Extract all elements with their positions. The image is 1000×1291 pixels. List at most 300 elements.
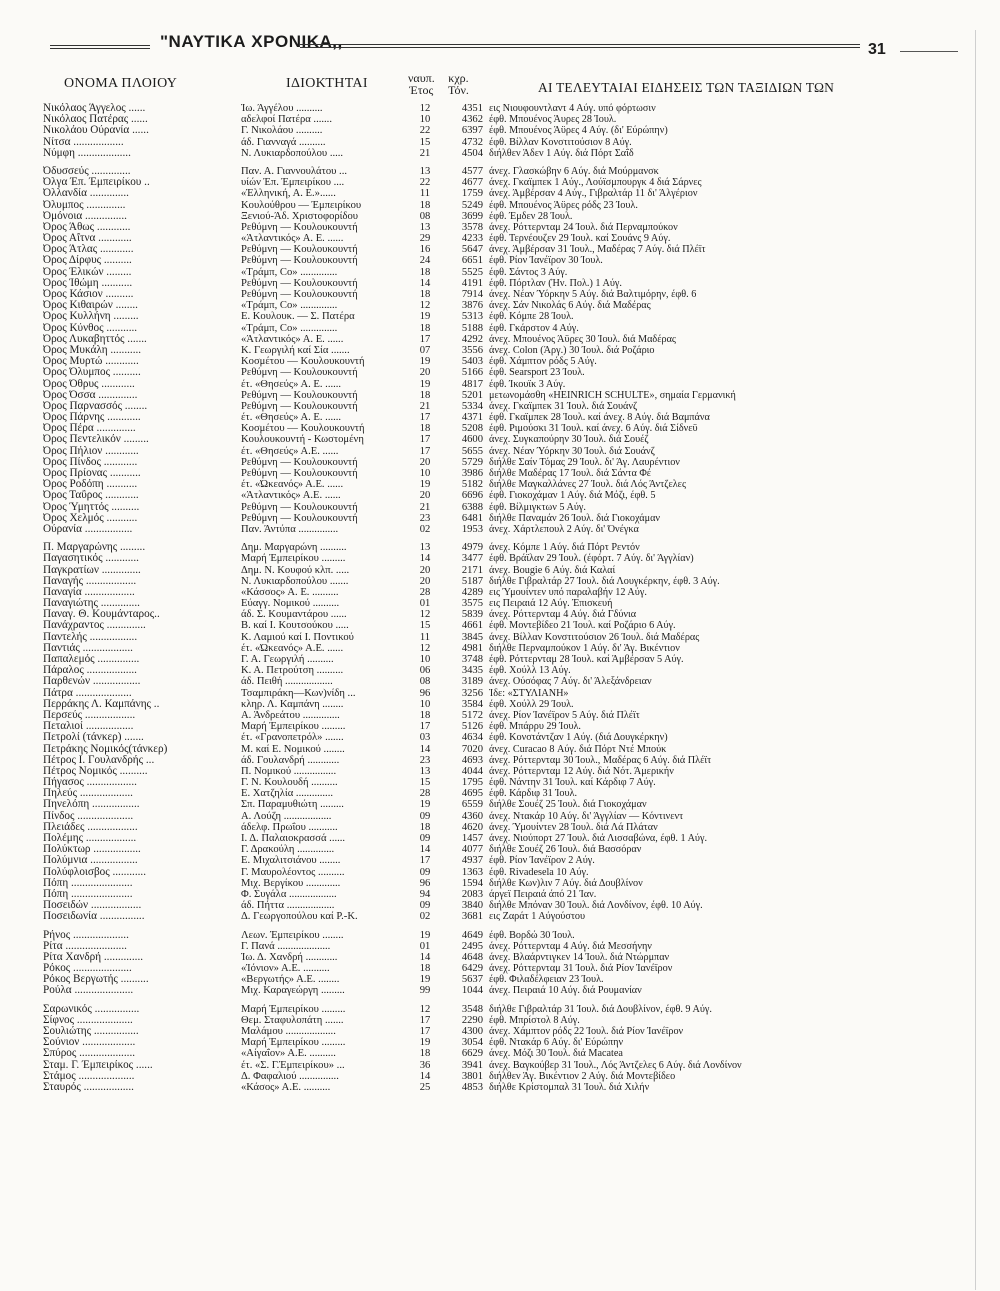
tonnage: 4937	[461, 855, 483, 867]
ship-name: Παναγιώτης ..............	[43, 598, 140, 610]
voyage-news: άνεχ. Ρόττερνταμ 4 Αύγ. διά Γδύνια	[489, 609, 637, 621]
owner-name: Ρεθύμνη — Κουλουκουντή	[241, 468, 358, 479]
build-year: 18	[419, 963, 431, 975]
voyage-news: άνεχ. Βαγκούβερ 31 Ίουλ., Λός Άντζελες 6 Αύγ. διά Λονδίνον	[489, 1059, 742, 1071]
voyage-news: άνεχ. Νέαν Ύόρκην 30 Ίουλ. διά Σουάνζ	[489, 445, 655, 457]
tonnage: 4233	[461, 233, 483, 245]
table-row	[43, 479, 943, 490]
table-row	[43, 889, 943, 900]
ship-name: Όδυσσεύς ..............	[43, 165, 131, 177]
voyage-news: διήλθε Γιβραλτάρ 27 Ίουλ. διά Λουγκέρκην, έφθ. 3 Αύγ.	[489, 575, 720, 587]
owner-name: «Άτλαντικός» Α. Ε. ......	[241, 233, 344, 245]
voyage-news: άνεχ. Ρόττερνταμ 31 Ίουλ. διά Ρίον Ίανέϊρον	[489, 963, 673, 975]
tonnage: 5249	[461, 199, 483, 211]
owner-name: «Κάσσος» Α. Ε. ..........	[241, 586, 339, 598]
table-row	[43, 289, 943, 300]
voyage-news: έφθ. Φιλαδέλφειαν 23 Ίουλ.	[489, 974, 604, 986]
voyage-news: άνεχ. Μόζι 30 Ίουλ. διά Macatea	[489, 1048, 623, 1060]
voyage-news: άνεχ. Συγκαπούρην 30 Ίουλ. διά Σουέζ	[489, 434, 649, 446]
page-number: 31	[868, 41, 886, 58]
build-year: 01	[419, 598, 431, 610]
tonnage: 5839	[461, 609, 483, 621]
table-row	[43, 941, 943, 952]
tonnage: 4853	[461, 1081, 483, 1093]
table-row	[43, 799, 943, 810]
ship-name: Πολύκτωρ .................	[43, 844, 141, 856]
owner-name: Κουλούθρου — Έμπειρίκου	[241, 199, 362, 211]
owner-name: αδελφοί Πατέρα .......	[241, 114, 332, 126]
ship-name: Παγκρατίων ..............	[43, 564, 141, 576]
table-row	[43, 356, 943, 367]
tonnage: 6559	[461, 799, 483, 811]
ship-name: Πόπη ......................	[43, 888, 133, 900]
owner-name: Γ. Ν. Κουλουδή ..........	[241, 777, 338, 789]
group-separator	[43, 535, 943, 542]
table-row	[43, 200, 943, 211]
column-header-build-year-bottom: Έτος	[409, 83, 434, 97]
owner-name: Ρεθύμνη — Κουλουκουντή	[241, 221, 358, 233]
owner-name: Ρεθύμνη — Κουλουκουντή	[241, 400, 358, 412]
ship-name: Όρος Όλυμπος ..........	[43, 367, 141, 379]
tonnage: 1795	[461, 777, 483, 789]
voyage-news: έφθ. Ίκουϊκ 3 Αύγ.	[489, 378, 566, 390]
tonnage: 4371	[461, 412, 483, 424]
tonnage: 4362	[461, 114, 483, 126]
table-row	[43, 1048, 943, 1059]
owner-name: «Βεργωτής» Α.Ε. ........	[241, 974, 340, 986]
ship-name: Όρος Κύνθος ...........	[43, 322, 138, 334]
ship-name: Σουλιώτης ................	[43, 1026, 139, 1037]
table-row	[43, 233, 943, 244]
ship-name: Όρος Όσσα ..............	[43, 389, 138, 401]
voyage-news: άργεϊ Πειραιά άπό 21 Ίαν.	[489, 888, 597, 900]
tonnage: 4677	[461, 177, 483, 189]
column-header-build-year	[408, 72, 435, 96]
tonnage: 3189	[461, 676, 483, 688]
owner-name: Παν. Άντύπα ...............	[241, 523, 339, 535]
build-year: 06	[419, 665, 431, 677]
tonnage: 3054	[461, 1037, 483, 1049]
ship-name: Περσεύς ..................	[43, 709, 136, 721]
build-year: 13	[419, 765, 431, 777]
ship-name: Σταμ. Γ. Έμπειρίκος ......	[43, 1059, 153, 1071]
voyage-news: άνεχ. Κόμπε 1 Αύγ. διά Πόρτ Ρεντόν	[489, 542, 640, 554]
build-year: 25	[419, 1081, 431, 1093]
voyage-news: άνεχ. Νέαν Ύόρκην 5 Αύγ. διά Βαλτιμόρην, έφθ. 6	[489, 289, 697, 300]
table-row	[43, 148, 943, 159]
owner-name: Γ. Πανά ....................	[241, 940, 331, 952]
table-row	[43, 732, 943, 743]
table-row	[43, 255, 943, 266]
table-row	[43, 468, 943, 479]
table-row	[43, 788, 943, 799]
build-year: 94	[419, 888, 431, 900]
tonnage: 1759	[461, 188, 483, 200]
owner-name: Φ. Συγάλα ..................	[241, 888, 337, 900]
build-year: 23	[419, 512, 431, 524]
tonnage: 4292	[461, 333, 483, 345]
owner-name: «Άτλαντικός» Α.Ε. ......	[241, 490, 341, 502]
owner-name: Ν. Λυκιαρδοπούλου .......	[241, 575, 349, 587]
table-row	[43, 278, 943, 289]
owner-name: άδ. Πειθή ..................	[241, 676, 333, 688]
voyage-news: έφθ. Μπρίστολ 8 Αύγ.	[489, 1014, 580, 1026]
table-row	[43, 244, 943, 255]
voyage-news: έφθ. Σάντος 3 Αύγ.	[489, 266, 568, 278]
owner-name: Γ. Μαυρολέοντος ..........	[241, 866, 345, 878]
build-year: 21	[419, 501, 431, 513]
tonnage: 5201	[461, 389, 483, 401]
tonnage: 6429	[461, 963, 483, 975]
ship-name: Όρος Πήλιον ............	[43, 445, 139, 457]
ship-name: Πολέμης ..................	[43, 833, 137, 844]
ship-name: Πανάχραντος ..............	[43, 620, 146, 632]
tonnage: 5647	[461, 244, 483, 256]
build-year: 02	[419, 523, 431, 535]
tonnage: 4360	[461, 810, 483, 822]
voyage-news: διήλθε Παναμάν 26 Ίουλ. διά Γιοκοχάμαν	[489, 512, 661, 524]
build-year: 17	[419, 434, 431, 446]
ship-name: Όρος Λυκαβηττός .......	[43, 333, 147, 345]
table-row	[43, 300, 943, 311]
owner-name: Δημ. Ν. Κουφού κλπ. .....	[241, 564, 350, 576]
ship-name: Όρος Άθως ............	[43, 221, 131, 233]
owner-name: «Ίόνιον» Α.Ε. ..........	[241, 963, 330, 975]
tonnage: 4077	[461, 844, 483, 856]
ship-name: Όμόνοια ...............	[43, 210, 127, 222]
ship-name: Όρος Πάρνης ............	[43, 412, 141, 424]
tonnage: 4649	[461, 929, 483, 941]
table-row	[43, 654, 943, 665]
owner-name: «Τράμπ, Co» ..............	[241, 322, 338, 334]
ship-name: Ρίτα Χανδρή ..............	[43, 951, 144, 963]
voyage-news: έφθ. Γκάρστον 4 Αύγ.	[489, 322, 579, 334]
ship-name: Σπύρος ....................	[43, 1048, 136, 1060]
tonnage: 5187	[461, 575, 483, 587]
build-year: 14	[419, 951, 431, 963]
ship-name: Όρος Πίνδος ............	[43, 456, 138, 468]
table-row	[43, 323, 943, 334]
table-row	[43, 844, 943, 855]
tonnage: 3256	[461, 687, 483, 699]
table-row	[43, 867, 943, 878]
build-year: 09	[419, 900, 431, 912]
ship-name: Όρος Κάσιον ..........	[43, 289, 134, 300]
ship-register-table	[43, 103, 943, 1093]
tonnage: 2290	[461, 1014, 483, 1026]
owner-name: Μιχ. Καραγεώργη .........	[241, 985, 345, 997]
voyage-news: έφθ. Τερνέουζεν 29 Ίουλ. καί Σουάνς 9 Αύγ.	[489, 233, 671, 245]
ship-name: Όρος Ύμηττός ..........	[43, 501, 140, 513]
owner-name: Εύαγγ. Νομικού ..........	[241, 598, 340, 610]
owner-name: Κ. Λαμιού καί Ι. Ποντικού	[241, 631, 354, 643]
build-year: 10	[419, 654, 431, 665]
voyage-news: έφθ. Ριμούσκι 31 Ίουλ. καί άνεχ. 6 Αύγ. διά Σίδνεϋ	[489, 423, 698, 435]
voyage-news: διήλθε Γιβραλτάρ 31 Ίουλ. διά Δουβλίνον, έφθ. 9 Αύγ.	[489, 1003, 712, 1015]
table-row	[43, 1060, 943, 1071]
table-row	[43, 457, 943, 468]
table-row	[43, 822, 943, 833]
column-header-tonnage-bottom: Τόν.	[448, 83, 469, 97]
ship-name: Νύμφη ...................	[43, 147, 131, 159]
tonnage: 3477	[461, 553, 483, 565]
build-year: 20	[419, 564, 431, 576]
voyage-news: έφθ. Χάμπτον ρόδς 5 Αύγ.	[489, 356, 597, 368]
owner-name: Γ. Δρακούλη ..............	[241, 844, 335, 856]
build-year: 18	[419, 709, 431, 721]
voyage-news: άνεχ. Ούσόφας 7 Αύγ. δι' Άλεξάνδρειαν	[489, 676, 652, 688]
running-head	[40, 32, 970, 62]
table-row	[43, 390, 943, 401]
build-year: 20	[419, 490, 431, 502]
tonnage: 6388	[461, 501, 483, 513]
ship-name: Όρος Έλικών .........	[43, 266, 132, 278]
owner-name: έτ. «Ώκεανός» Α.Ε. ......	[241, 642, 344, 654]
header-rule-tail	[900, 51, 958, 52]
table-row	[43, 367, 943, 378]
voyage-news: διήλθε Σουέζ 25 Ίουλ. διά Γιοκοχάμαν	[489, 799, 647, 811]
voyage-news: άνεχ. Ρόττερνταμ 12 Αύγ. διά Νότ. Άμερικήν	[489, 765, 674, 777]
table-row	[43, 587, 943, 598]
ship-name: Όρος Κυλλήνη .........	[43, 311, 139, 323]
ship-name: Πάτρα ....................	[43, 687, 132, 699]
owner-name: έτ. «Γρανοπετρόλ» .......	[241, 732, 344, 744]
table-row	[43, 125, 943, 136]
build-year: 08	[419, 676, 431, 688]
ship-name: Πετρολί (τάνκερ) .......	[43, 732, 144, 744]
owner-name: Π. Νομικού ................	[241, 765, 337, 777]
tonnage: 1044	[461, 985, 483, 997]
ship-name: Παναγία ..................	[43, 586, 135, 598]
build-year: 29	[419, 233, 431, 245]
ship-name: Ρήνος ....................	[43, 929, 129, 941]
voyage-news: άνεχ. Πειραιά 10 Αύγ. διά Ρουμανίαν	[489, 985, 642, 997]
tonnage: 3876	[461, 300, 483, 312]
table-row	[43, 930, 943, 941]
tonnage: 4600	[461, 434, 483, 446]
tonnage: 5525	[461, 266, 483, 278]
build-year: 18	[419, 821, 431, 833]
tonnage: 4693	[461, 754, 483, 766]
owner-name: Δ. Φαφαλιού ...............	[241, 1070, 339, 1082]
owner-name: «Έλληνική, Α. Ε.»......	[241, 188, 336, 200]
voyage-news: εις Πειραιά 12 Αύγ. Έπισκευή	[489, 598, 613, 610]
owner-name: Κοσμέτου — Κουλουκουντή	[241, 423, 365, 435]
owner-name: Ρεθύμνη — Κουλουκουντή	[241, 367, 358, 379]
ship-name: Πάραλος ..................	[43, 665, 137, 677]
table-row	[43, 833, 943, 844]
build-year: 19	[419, 378, 431, 390]
column-header-tonnage-top: κχρ.	[448, 71, 469, 85]
build-year: 19	[419, 311, 431, 323]
build-year: 19	[419, 974, 431, 986]
owner-name: «Τράμπ, Co» ..............	[241, 300, 338, 312]
build-year: 09	[419, 833, 431, 844]
voyage-news: άνεχ. Σάν Νικολάς 6 Αύγ. διά Μαδέρας	[489, 300, 651, 312]
owner-name: έτ. «Θησεύς» Α. Ε. ......	[241, 378, 342, 390]
owner-name: Παν. Α. Γιαννουλάτου ...	[241, 165, 348, 177]
voyage-news: έφθ. Μπουένος Άυρες 28 Ίουλ.	[489, 114, 617, 126]
table-row	[43, 103, 943, 114]
voyage-news: έφθ. Γιοκοχάμαν 1 Αύγ. διά Μόζι, έφθ. 5	[489, 490, 656, 502]
owner-name: Ρεθύμνη — Κουλουκουντή	[241, 501, 358, 513]
tonnage: 5166	[461, 367, 483, 379]
tonnage: 6696	[461, 490, 483, 502]
tonnage: 4300	[461, 1026, 483, 1037]
tonnage: 3801	[461, 1070, 483, 1082]
tonnage: 5655	[461, 445, 483, 457]
build-year: 13	[419, 165, 431, 177]
owner-name: Β. καί Ι. Κουτσούκου .....	[241, 620, 349, 632]
owner-name: Ρεθύμνη — Κουλουκουντή	[241, 277, 358, 289]
ship-name: Πεταλιοί .................	[43, 721, 134, 733]
table-row	[43, 524, 943, 535]
ship-name: Σούνιον ...................	[43, 1037, 136, 1049]
table-row	[43, 952, 943, 963]
ship-name: Όρος Πεντελικόν .........	[43, 434, 149, 446]
ship-name: Πέτρος Νομικός ..........	[43, 765, 148, 777]
tonnage: 4648	[461, 951, 483, 963]
ship-name: Στάμος ....................	[43, 1070, 135, 1082]
build-year: 14	[419, 844, 431, 856]
voyage-news: εις Ζαράτ 1 Αύγούστου	[489, 911, 586, 923]
owner-name: Μαρή Έμπειρίκου .........	[241, 1037, 346, 1049]
tonnage: 4620	[461, 821, 483, 833]
build-year: 01	[419, 940, 431, 952]
page-edge-line	[975, 30, 976, 1290]
table-row	[43, 1004, 943, 1015]
owner-name: Μαρή Έμπειρίκου .........	[241, 553, 346, 565]
owner-name: Σπ. Παραμυθιώτη .........	[241, 799, 344, 811]
build-year: 18	[419, 266, 431, 278]
owner-name: Ρεθύμνη — Κουλουκουντή	[241, 255, 358, 267]
build-year: 11	[419, 188, 431, 200]
build-year: 36	[419, 1059, 431, 1071]
table-row	[43, 211, 943, 222]
tonnage: 3548	[461, 1003, 483, 1015]
build-year: 08	[419, 210, 431, 222]
ship-name: Παναγής ..................	[43, 575, 137, 587]
build-year: 18	[419, 1048, 431, 1060]
build-year: 03	[419, 732, 431, 744]
build-year: 14	[419, 743, 431, 755]
ship-name: Όρος Δίρφυς ..........	[43, 255, 132, 267]
build-year: 21	[419, 147, 431, 159]
voyage-news: άνεχ. Γκαϊμπεκ 31 Ίουλ. διά Σουάνζ	[489, 400, 638, 412]
build-year: 17	[419, 855, 431, 867]
tonnage: 2083	[461, 888, 483, 900]
tonnage: 3748	[461, 654, 483, 665]
table-row	[43, 446, 943, 457]
column-header-build-year-top: ναυπ.	[408, 71, 435, 85]
voyage-news: άνεχ. Curacao 8 Αύγ. διά Πόρτ Ντέ Μπούκ	[489, 743, 667, 755]
table-row	[43, 963, 943, 974]
voyage-news: έφθ. Ρίον Ίανέϊρον 2 Αύγ.	[489, 855, 595, 867]
voyage-news: έφθ. Ντακάρ 6 Αύγ. δι' Εύρώπην	[489, 1037, 624, 1049]
owner-name: Α. Λούζη ..................	[241, 810, 332, 822]
voyage-news: εις Νιουφουντλαντ 4 Αύγ. υπό φόρτωσιν	[489, 103, 656, 114]
tonnage: 5126	[461, 721, 483, 733]
voyage-news: μετωνομάσθη «HEINRICH SCHULTE», σημαία Γερμανική	[489, 389, 736, 401]
tonnage: 1363	[461, 866, 483, 878]
table-row	[43, 1026, 943, 1037]
owner-name: Ίω. Άγγέλου ..........	[241, 103, 323, 114]
owner-name: «Άτλαντικός» Α. Ε. ......	[241, 333, 344, 345]
build-year: 96	[419, 687, 431, 699]
tonnage: 3556	[461, 344, 483, 356]
build-year: 17	[419, 412, 431, 424]
owner-name: Μαλάμου ...................	[241, 1026, 336, 1037]
owner-name: Ρεθύμνη — Κουλουκουντή	[241, 289, 358, 300]
voyage-news: διήλθε Μαγκαλλάνες 27 Ίουλ. διά Λός Άντζελες	[489, 479, 686, 491]
table-row	[43, 766, 943, 777]
build-year: 13	[419, 221, 431, 233]
table-row	[43, 114, 943, 125]
tonnage: 1953	[461, 523, 483, 535]
table-row	[43, 542, 943, 553]
build-year: 12	[419, 300, 431, 312]
owner-name: έτ. «Ώκεανός» Α.Ε. ......	[241, 479, 344, 491]
ship-name: Πλειάδες ..................	[43, 821, 138, 833]
ship-name: Σταυρός ..................	[43, 1081, 134, 1093]
ship-name: Ούρανία .................	[43, 523, 133, 535]
table-row	[43, 434, 943, 445]
ship-name: Νικόλαος Άγγελος ......	[43, 103, 146, 114]
table-row	[43, 565, 943, 576]
build-year: 19	[419, 356, 431, 368]
ship-name: Όρος Όθρυς ............	[43, 378, 135, 390]
build-year: 15	[419, 136, 431, 148]
table-row	[43, 744, 943, 755]
tonnage: 3681	[461, 911, 483, 923]
voyage-news: διήλθεν Άδεν 1 Αύγ. διά Πόρτ Σαΐδ	[489, 147, 634, 159]
voyage-news: άνεχ. Ντακάρ 10 Αύγ. δι' Άγγλίαν — Κόντινεντ	[489, 810, 684, 822]
ship-name: Νικολάου Ούρανία ......	[43, 125, 149, 137]
table-row	[43, 576, 943, 587]
ship-name: Όρος Άτλας ............	[43, 244, 134, 256]
build-year: 17	[419, 333, 431, 345]
voyage-news: άνεχ. Colon (Άργ.) 30 Ίουλ. διά Ροζάριο	[489, 344, 655, 356]
table-row	[43, 334, 943, 345]
build-year: 09	[419, 810, 431, 822]
tonnage: 3584	[461, 698, 483, 710]
ship-name: Νικόλαος Πατέρας ......	[43, 114, 148, 126]
build-year: 18	[419, 423, 431, 435]
build-year: 11	[419, 631, 431, 643]
voyage-news: άνεχ. Άμβέρσαν 31 Ίουλ., Μαδέρας 7 Αύγ. διά Πλέϊτ	[489, 244, 706, 256]
table-row	[43, 676, 943, 687]
ship-name: Όρος Ταΰρος ............	[43, 490, 139, 502]
ship-name: Περράκης Λ. Καμπάνης ..	[43, 698, 160, 710]
build-year: 15	[419, 620, 431, 632]
table-row	[43, 502, 943, 513]
voyage-news: έφθ. Έμδεν 28 Ίουλ.	[489, 210, 573, 222]
table-row	[43, 811, 943, 822]
build-year: 19	[419, 479, 431, 491]
voyage-news: έφθ. Βίλμιγκτων 5 Αύγ.	[489, 501, 586, 513]
ship-name: Ποσειδωνία ................	[43, 911, 145, 923]
voyage-news: διήλθε Μαδέρας 17 Ίουλ. διά Σάντα Φέ	[489, 468, 652, 479]
owner-name: Κ. Α. Πετρούτση ..........	[241, 665, 344, 677]
voyage-news: έφθ. Μπάρρυ 29 Ίουλ.	[489, 721, 581, 733]
owner-name: Δ. Γεωργοπούλου καί Ρ.-Κ.	[241, 911, 358, 923]
voyage-news: άνεχ. Χάμπτον ρόδς 22 Ίουλ. διά Ρίον Ίανέϊρον	[489, 1026, 684, 1037]
owner-name: Μ. καί Ε. Νομικού ........	[241, 743, 345, 755]
build-year: 18	[419, 322, 431, 334]
tonnage: 3941	[461, 1059, 483, 1071]
ship-name: Όρος Μυκάλη ...........	[43, 344, 142, 356]
build-year: 02	[419, 911, 431, 923]
